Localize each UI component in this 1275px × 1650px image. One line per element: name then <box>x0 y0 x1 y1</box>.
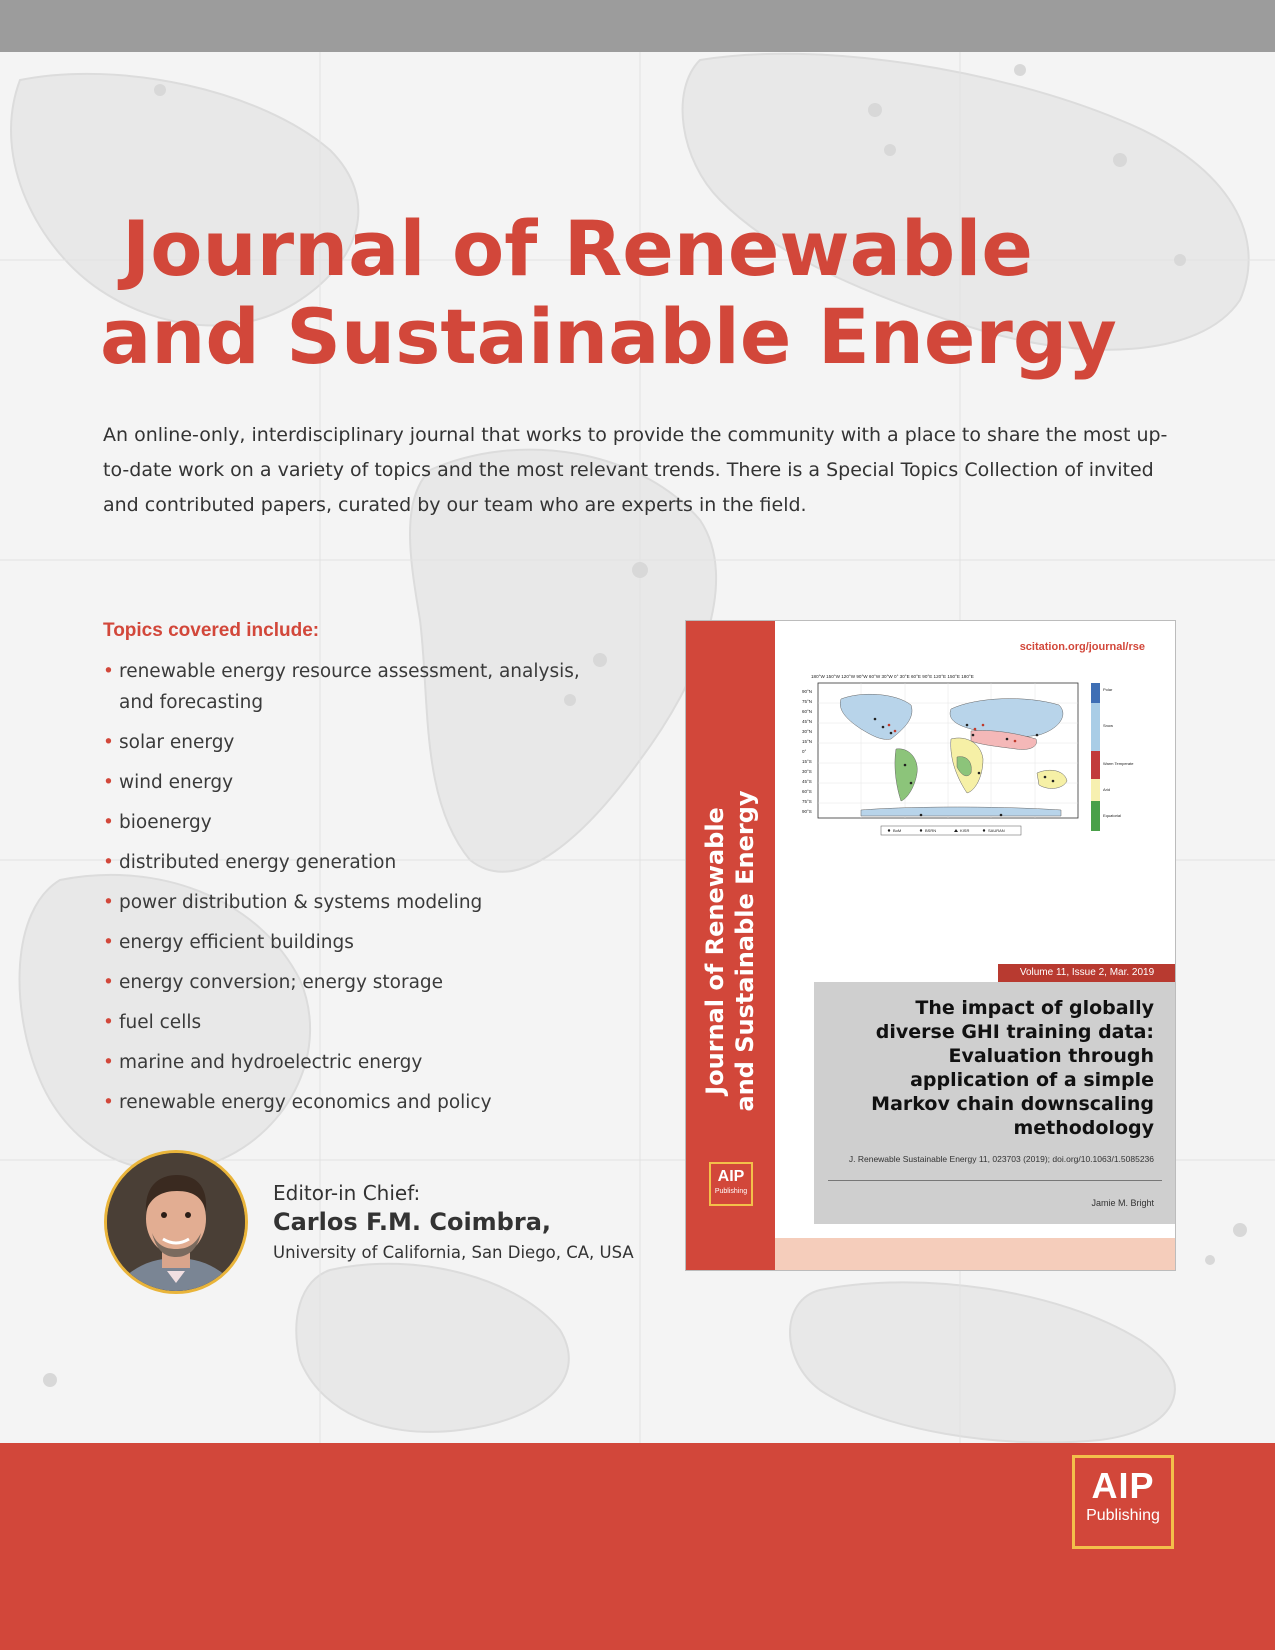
cover-url: scitation.org/journal/rse <box>1019 641 1145 653</box>
map-lat-label: 75°S <box>802 799 812 804</box>
map-lat-label: 45°N <box>802 719 813 724</box>
footer-logo-publishing: Publishing <box>1086 1507 1160 1524</box>
journal-description: An online-only, interdisciplinary journal that works to provide the community with a place to share the most up-to-date work on a variety of topics and the most relevant trends. There is a Special Topics Collection of invited and contributed papers, curated by our team who are experts in the field. <box>103 424 1168 516</box>
topic-item <box>103 1007 603 1038</box>
editor-name: Carlos F.M. Coimbra, <box>273 1208 552 1236</box>
map-lat-label: 90°N <box>802 689 813 694</box>
footer-logo-aip: AIP <box>1091 1465 1155 1506</box>
topic-text: • wind energy <box>119 772 234 793</box>
map-lat-label: 60°S <box>802 789 812 794</box>
topics-heading: Topics covered include: <box>103 620 320 641</box>
cover-citation: J. Renewable Sustainable Energy 11, 023703 (2019); doi.org/10.1063/1.5085236 <box>848 1154 1154 1164</box>
map-top-labels: 180°W 150°W 120°W 90°W 60°W 30°W 0° 30°E 60°E 90°E 120°E 150°E 180°E <box>811 674 974 679</box>
journal-title-line2: and Sustainable Energy <box>100 292 1117 381</box>
map-legend-item: BoM <box>893 828 902 833</box>
topic-text: • solar energy <box>119 732 235 753</box>
map-lat-label: 15°S <box>802 759 812 764</box>
cover-volume-banner: Volume 11, Issue 2, Mar. 2019 <box>998 964 1176 982</box>
topic-item <box>103 767 603 798</box>
cover-aip-logo <box>709 1162 753 1206</box>
map-legend-item: SAURAN <box>988 828 1005 833</box>
cover-divider <box>828 1180 1162 1181</box>
topic-text: • energy conversion; energy storage <box>119 972 444 993</box>
topic-item <box>103 847 603 878</box>
map-lat-label: 60°N <box>802 709 813 714</box>
map-lat-label: 0° <box>802 749 807 754</box>
editor-role: Editor-in Chief: <box>273 1181 421 1205</box>
journal-title <box>100 205 1117 381</box>
cover-logo-publishing: Publishing <box>714 1188 748 1195</box>
map-legend-item: KISR <box>960 828 970 833</box>
topic-item <box>103 656 603 718</box>
journal-title-line1: Journal of Renewable <box>122 204 1033 293</box>
topic-item <box>103 927 603 958</box>
cover-author: Jamie M. Bright <box>1091 1198 1154 1208</box>
map-legend-class: Polar <box>1103 687 1113 692</box>
map-lat-label: 30°S <box>802 769 812 774</box>
map-legend-class: Warm Temperate <box>1103 761 1134 766</box>
topic-item <box>103 967 603 998</box>
topic-item <box>103 727 603 758</box>
journal-cover <box>685 620 1176 1271</box>
map-lat-label: 90°S <box>802 809 812 814</box>
editor-portrait-image <box>107 1153 245 1291</box>
topic-item <box>103 887 603 918</box>
cover-spine-line2: and Sustainable Energy <box>731 790 759 1112</box>
map-lat-label: 30°N <box>802 729 813 734</box>
topic-text: • renewable energy economics and policy <box>119 1092 492 1113</box>
topic-text: • fuel cells <box>119 1012 202 1033</box>
topic-item <box>103 1087 603 1118</box>
map-lat-label: 45°S <box>802 779 812 784</box>
topic-text: • power distribution & systems modeling <box>119 892 483 913</box>
cover-bottom-bar <box>775 1238 1175 1270</box>
editor-affiliation: University of California, San Diego, CA, USA <box>273 1243 634 1262</box>
editor-info <box>273 1180 634 1268</box>
editor-avatar <box>104 1150 248 1294</box>
topic-item <box>103 807 603 838</box>
topic-text: • marine and hydroelectric energy <box>119 1052 423 1073</box>
topic-item <box>103 1047 603 1078</box>
cover-article-title: The impact of globally diverse GHI training data: Evaluation through application of a simple Markov chain downscaling methodology <box>871 997 1154 1139</box>
cover-spine-title <box>700 790 760 1111</box>
map-lat-label: 15°N <box>802 739 813 744</box>
topic-text: • energy efficient buildings <box>119 932 354 953</box>
map-legend-class: Equatorial <box>1103 813 1122 818</box>
topic-text: • bioenergy <box>119 812 212 833</box>
map-lat-label: 75°N <box>802 699 813 704</box>
cover-article-box <box>814 982 1176 1224</box>
cover-spine-line1: Journal of Renewable <box>701 807 729 1095</box>
aip-publishing-logo <box>1072 1455 1174 1549</box>
map-legend-class: Arid <box>1103 787 1111 792</box>
cover-logo-aip: AIP <box>717 1168 745 1185</box>
map-legend-item: BSRN <box>925 828 937 833</box>
topic-text: • distributed energy generation <box>119 852 397 873</box>
top-gray-bar <box>0 0 1275 52</box>
map-legend-class: Snow <box>1103 723 1114 728</box>
topic-text: • renewable energy resource assessment, analysis, and forecasting <box>119 661 580 713</box>
topics-list <box>103 656 603 1127</box>
cover-world-map-figure <box>801 669 1149 855</box>
